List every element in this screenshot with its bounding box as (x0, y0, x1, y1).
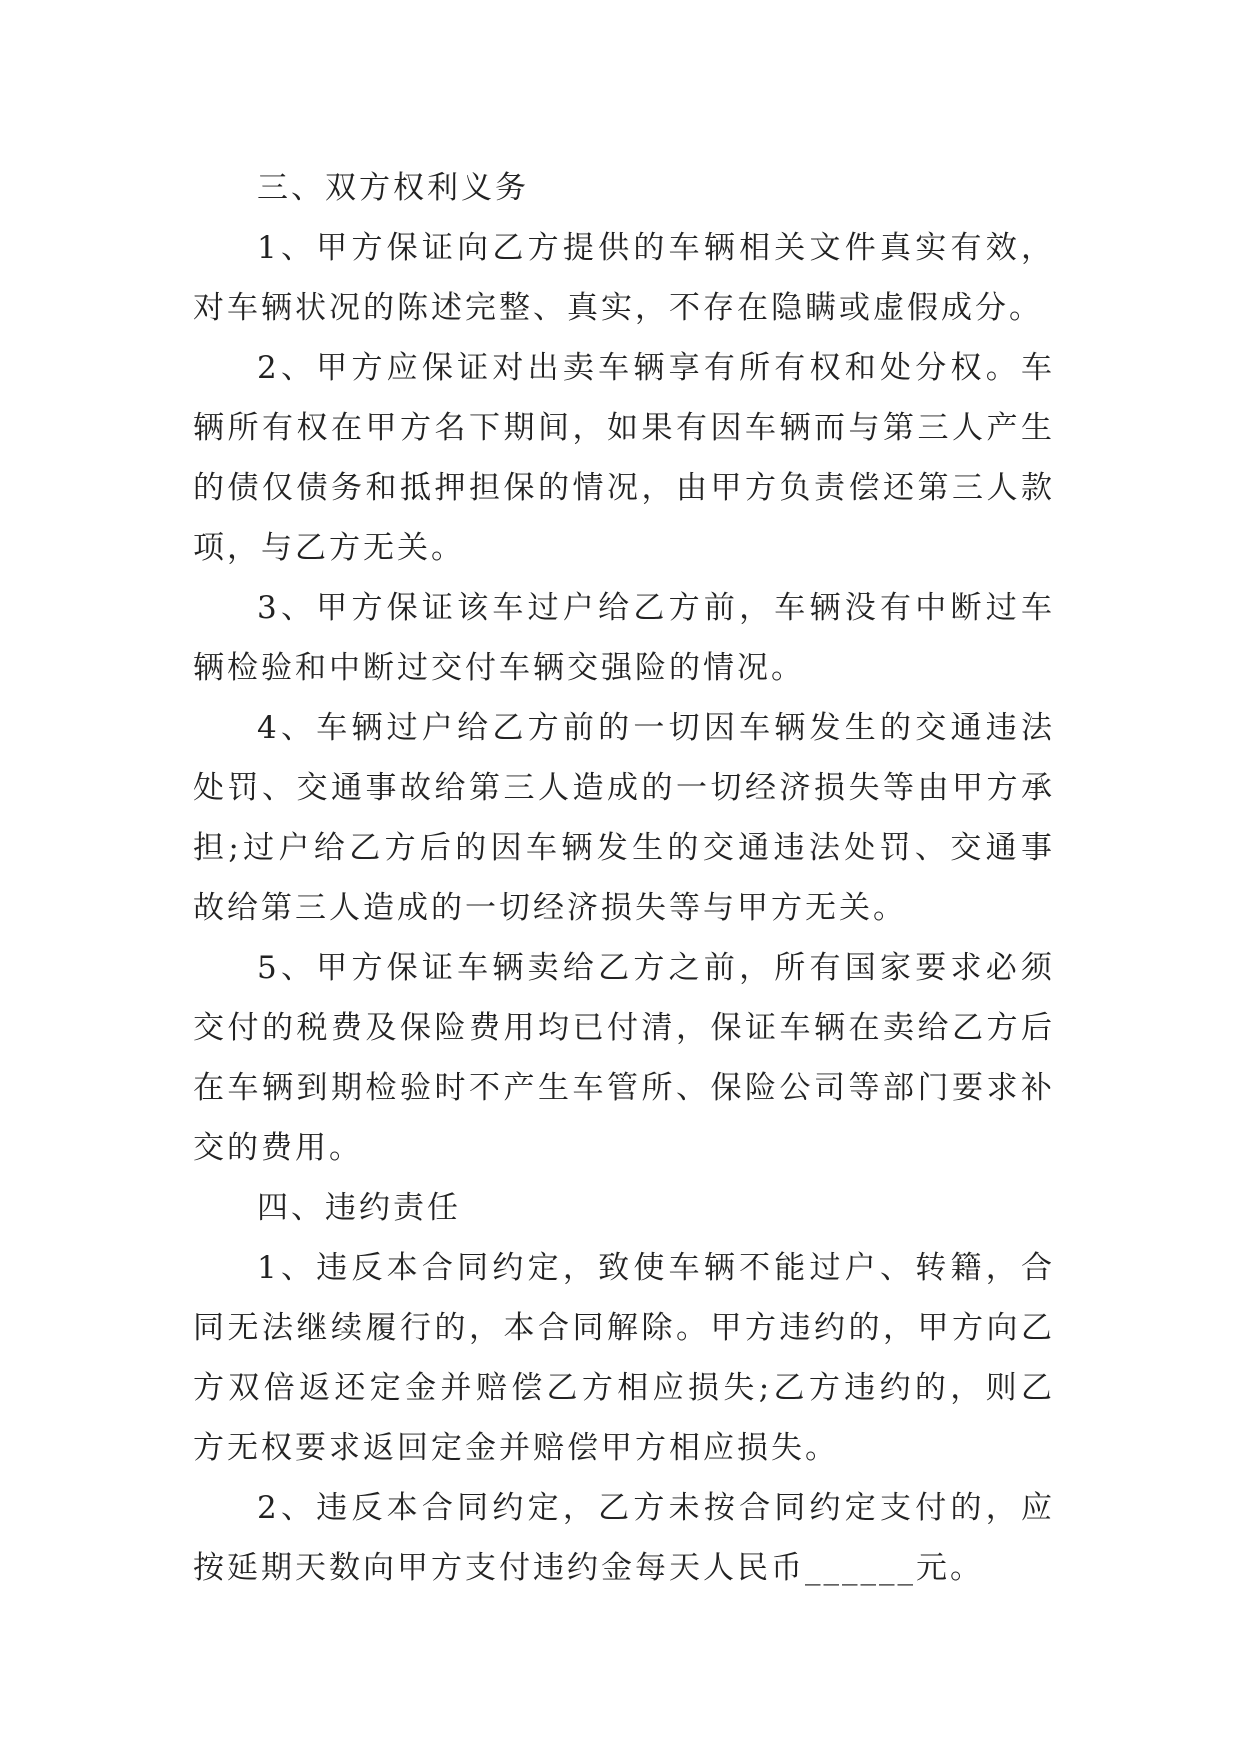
clause-3-3: 3、甲方保证该车过户给乙方前，车辆没有中断过车辆检验和中断过交付车辆交强险的情况。 (193, 590, 1055, 686)
clause-4-1: 1、违反本合同约定，致使车辆不能过户、转籍，合同无法继续履行的，本合同解除。甲方违约的，甲方向乙方双倍返还定金并赔偿乙方相应损失;乙方违约的，则乙方无权要求返回定金并赔偿甲方相应损失。 (193, 1250, 1055, 1466)
clause-3-2: 2、甲方应保证对出卖车辆享有所有权和处分权。车辆所有权在甲方名下期间，如果有因车辆而与第三人产生的债仅债务和抵押担保的情况，由甲方负责偿还第三人款项，与乙方无关。 (193, 350, 1055, 566)
document-body (193, 158, 1055, 1598)
clause-3-5: 5、甲方保证车辆卖给乙方之前，所有国家要求必须交付的税费及保险费用均已付清，保证车辆在卖给乙方后在车辆到期检验时不产生车管所、保险公司等部门要求补交的费用。 (193, 950, 1055, 1166)
clause-3-1: 1、甲方保证向乙方提供的车辆相关文件真实有效，对车辆状况的陈述完整、真实，不存在隐瞒或虚假成分。 (193, 230, 1055, 326)
section-heading-liability: 四、违约责任 (257, 1190, 461, 1226)
clause-4-2: 2、违反本合同约定，乙方未按合同约定支付的，应按延期天数向甲方支付违约金每天人民币______元。 (193, 1490, 1055, 1586)
clause-3-4: 4、车辆过户给乙方前的一切因车辆发生的交通违法处罚、交通事故给第三人造成的一切经济损失等由甲方承担;过户给乙方后的因车辆发生的交通违法处罚、交通事故给第三人造成的一切经济损失等与甲方无关。 (193, 710, 1055, 926)
section-heading-rights-obligations: 三、双方权利义务 (257, 170, 529, 206)
